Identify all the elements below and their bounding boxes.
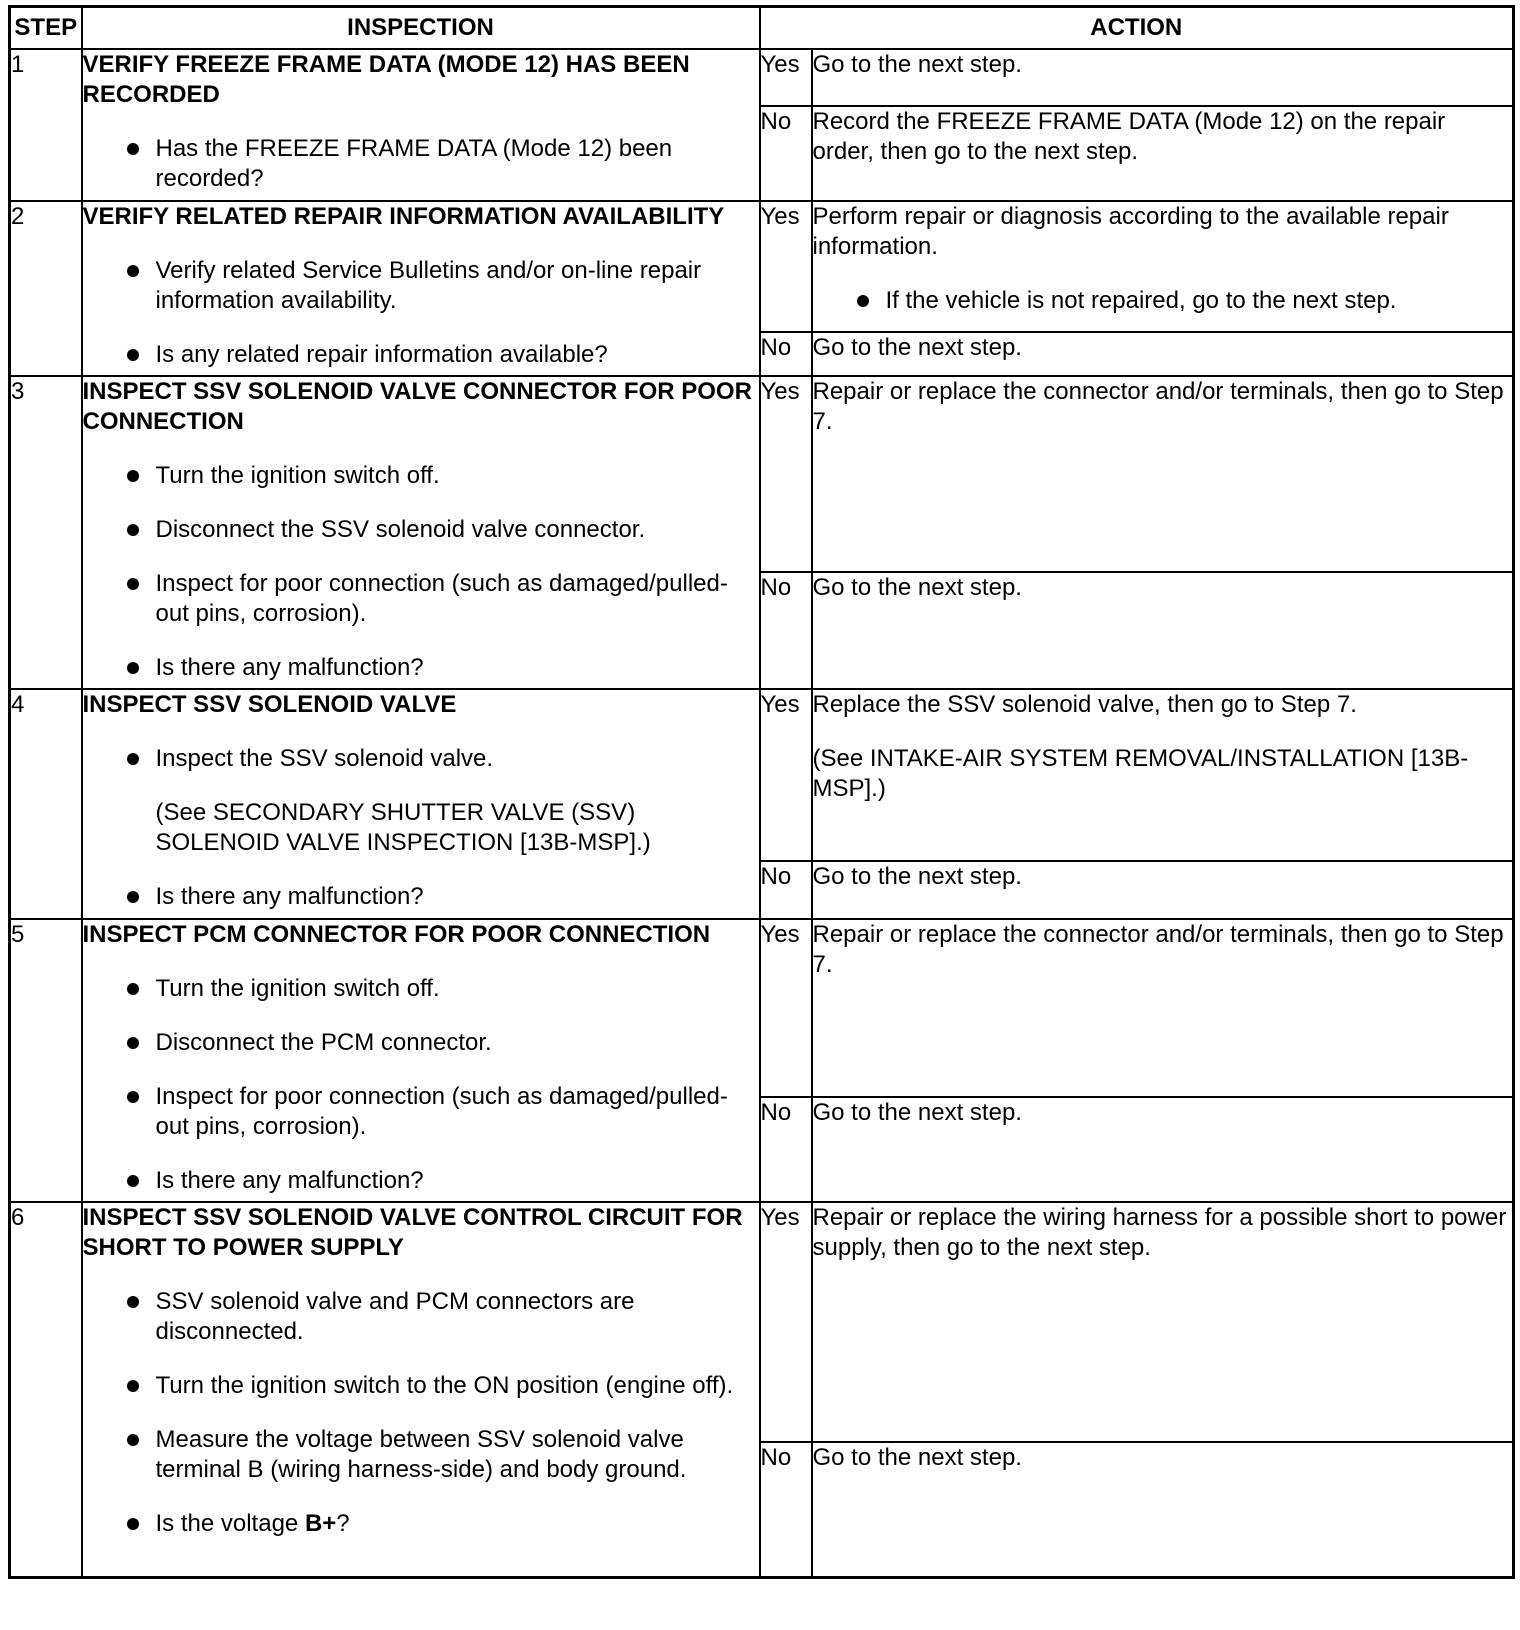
- step-title: INSPECT SSV SOLENOID VALVE CONTROL CIRCUIT FOR SHORT TO POWER SUPPLY: [82, 1204, 743, 1261]
- inspection-cell: [82, 201, 760, 376]
- bullet-item: Inspect for poor connection (such as damaged/pulled-out pins, corrosion).: [83, 1082, 759, 1142]
- reference-note: (See INTAKE-AIR SYSTEM REMOVAL/INSTALLATION [13B-MSP].): [812, 745, 1469, 802]
- inspection-cell: [82, 376, 760, 689]
- bullet-item: Turn the ignition switch to the ON position (engine off).: [83, 1371, 759, 1401]
- step-number: 4: [10, 689, 82, 919]
- header-row: [10, 7, 1514, 50]
- step-6-yes-row: [10, 1202, 1514, 1442]
- reference-note: (See SECONDARY SHUTTER VALVE (SSV) SOLENOID VALVE INSPECTION [13B-MSP].): [155, 799, 651, 856]
- step-4-yes-row: [10, 689, 1514, 861]
- bullet-item: Measure the voltage between SSV solenoid valve terminal B (wiring harness-side) and body ground.: [83, 1425, 759, 1485]
- column-header-inspection: INSPECTION: [82, 7, 760, 50]
- inspection-cell: [82, 919, 760, 1202]
- yes-label: Yes: [760, 1202, 812, 1442]
- bullet-item: Is there any malfunction?: [83, 882, 759, 912]
- diagnostic-table: [8, 5, 1515, 1579]
- step-title: VERIFY RELATED REPAIR INFORMATION AVAILABILITY: [82, 203, 725, 230]
- step-number: 1: [10, 49, 82, 201]
- yes-action: Repair or replace the wiring harness for a possible short to power supply, then go to the next step.: [812, 1202, 1514, 1442]
- step-title: INSPECT PCM CONNECTOR FOR POOR CONNECTION: [82, 921, 711, 948]
- no-label: No: [760, 1097, 812, 1202]
- step-1-yes-row: [10, 49, 1514, 106]
- no-action: Go to the next step.: [812, 1442, 1514, 1577]
- yes-action: Repair or replace the connector and/or terminals, then go to Step 7.: [812, 376, 1514, 572]
- bullet-item: Verify related Service Bulletins and/or on-line repair information availability.: [83, 256, 759, 316]
- bullet-item: Is there any malfunction?: [83, 653, 759, 683]
- bullet-text: ?: [336, 1510, 350, 1537]
- yes-action: Repair or replace the connector and/or terminals, then go to Step 7.: [812, 919, 1514, 1097]
- step-2-yes-row: [10, 201, 1514, 332]
- bullet-item: Turn the ignition switch off.: [83, 974, 759, 1004]
- diagnostic-procedure: [8, 5, 1515, 1579]
- bullet-item: Disconnect the PCM connector.: [83, 1028, 759, 1058]
- bullet-item: Is any related repair information available?: [83, 340, 759, 370]
- no-action: Go to the next step.: [812, 572, 1514, 689]
- yes-label: Yes: [760, 376, 812, 572]
- yes-label: Yes: [760, 49, 812, 106]
- yes-action: [812, 689, 1514, 861]
- step-5-yes-row: [10, 919, 1514, 1097]
- bullet-item: Inspect for poor connection (such as damaged/pulled-out pins, corrosion).: [83, 569, 759, 629]
- bullet-item: SSV solenoid valve and PCM connectors are disconnected.: [83, 1287, 759, 1347]
- step-number: 6: [10, 1202, 82, 1577]
- step-title: INSPECT SSV SOLENOID VALVE CONNECTOR FOR POOR CONNECTION: [82, 378, 752, 435]
- no-label: No: [760, 332, 812, 376]
- no-action: Go to the next step.: [812, 332, 1514, 376]
- step-3-yes-row: [10, 376, 1514, 572]
- action-text: Perform repair or diagnosis according to the available repair information.: [812, 203, 1449, 260]
- step-number: 3: [10, 376, 82, 689]
- no-action: Record the FREEZE FRAME DATA (Mode 12) on the repair order, then go to the next step.: [812, 106, 1514, 201]
- bullet-item: Has the FREEZE FRAME DATA (Mode 12) been recorded?: [83, 134, 759, 194]
- step-number: 5: [10, 919, 82, 1202]
- column-header-step: STEP: [10, 7, 82, 50]
- yes-action: Go to the next step.: [812, 49, 1514, 106]
- step-title: INSPECT SSV SOLENOID VALVE: [82, 691, 457, 718]
- bullet-text: Is the voltage: [155, 1510, 305, 1537]
- yes-label: Yes: [760, 201, 812, 332]
- no-action: Go to the next step.: [812, 1097, 1514, 1202]
- inspection-cell: [82, 49, 760, 201]
- no-label: No: [760, 572, 812, 689]
- step-number: 2: [10, 201, 82, 376]
- action-text: Replace the SSV solenoid valve, then go to Step 7.: [812, 691, 1357, 718]
- bullet-item: [83, 1509, 759, 1539]
- yes-label: Yes: [760, 919, 812, 1097]
- step-title: VERIFY FREEZE FRAME DATA (MODE 12) HAS BEEN RECORDED: [82, 51, 690, 108]
- column-header-action: ACTION: [760, 7, 1514, 50]
- inspection-cell: [82, 689, 760, 919]
- bullet-item: Is there any malfunction?: [83, 1166, 759, 1196]
- no-action: Go to the next step.: [812, 861, 1514, 919]
- yes-label: Yes: [760, 689, 812, 861]
- bullet-item: Turn the ignition switch off.: [83, 461, 759, 491]
- inspection-cell: [82, 1202, 760, 1577]
- action-bullet: If the vehicle is not repaired, go to the next step.: [813, 286, 1513, 316]
- no-label: No: [760, 1442, 812, 1577]
- no-label: No: [760, 861, 812, 919]
- no-label: No: [760, 106, 812, 201]
- bullet-item: Disconnect the SSV solenoid valve connector.: [83, 515, 759, 545]
- bullet-item: Inspect the SSV solenoid valve.: [83, 744, 759, 774]
- yes-action: [812, 201, 1514, 332]
- voltage-value: B+: [304, 1510, 337, 1537]
